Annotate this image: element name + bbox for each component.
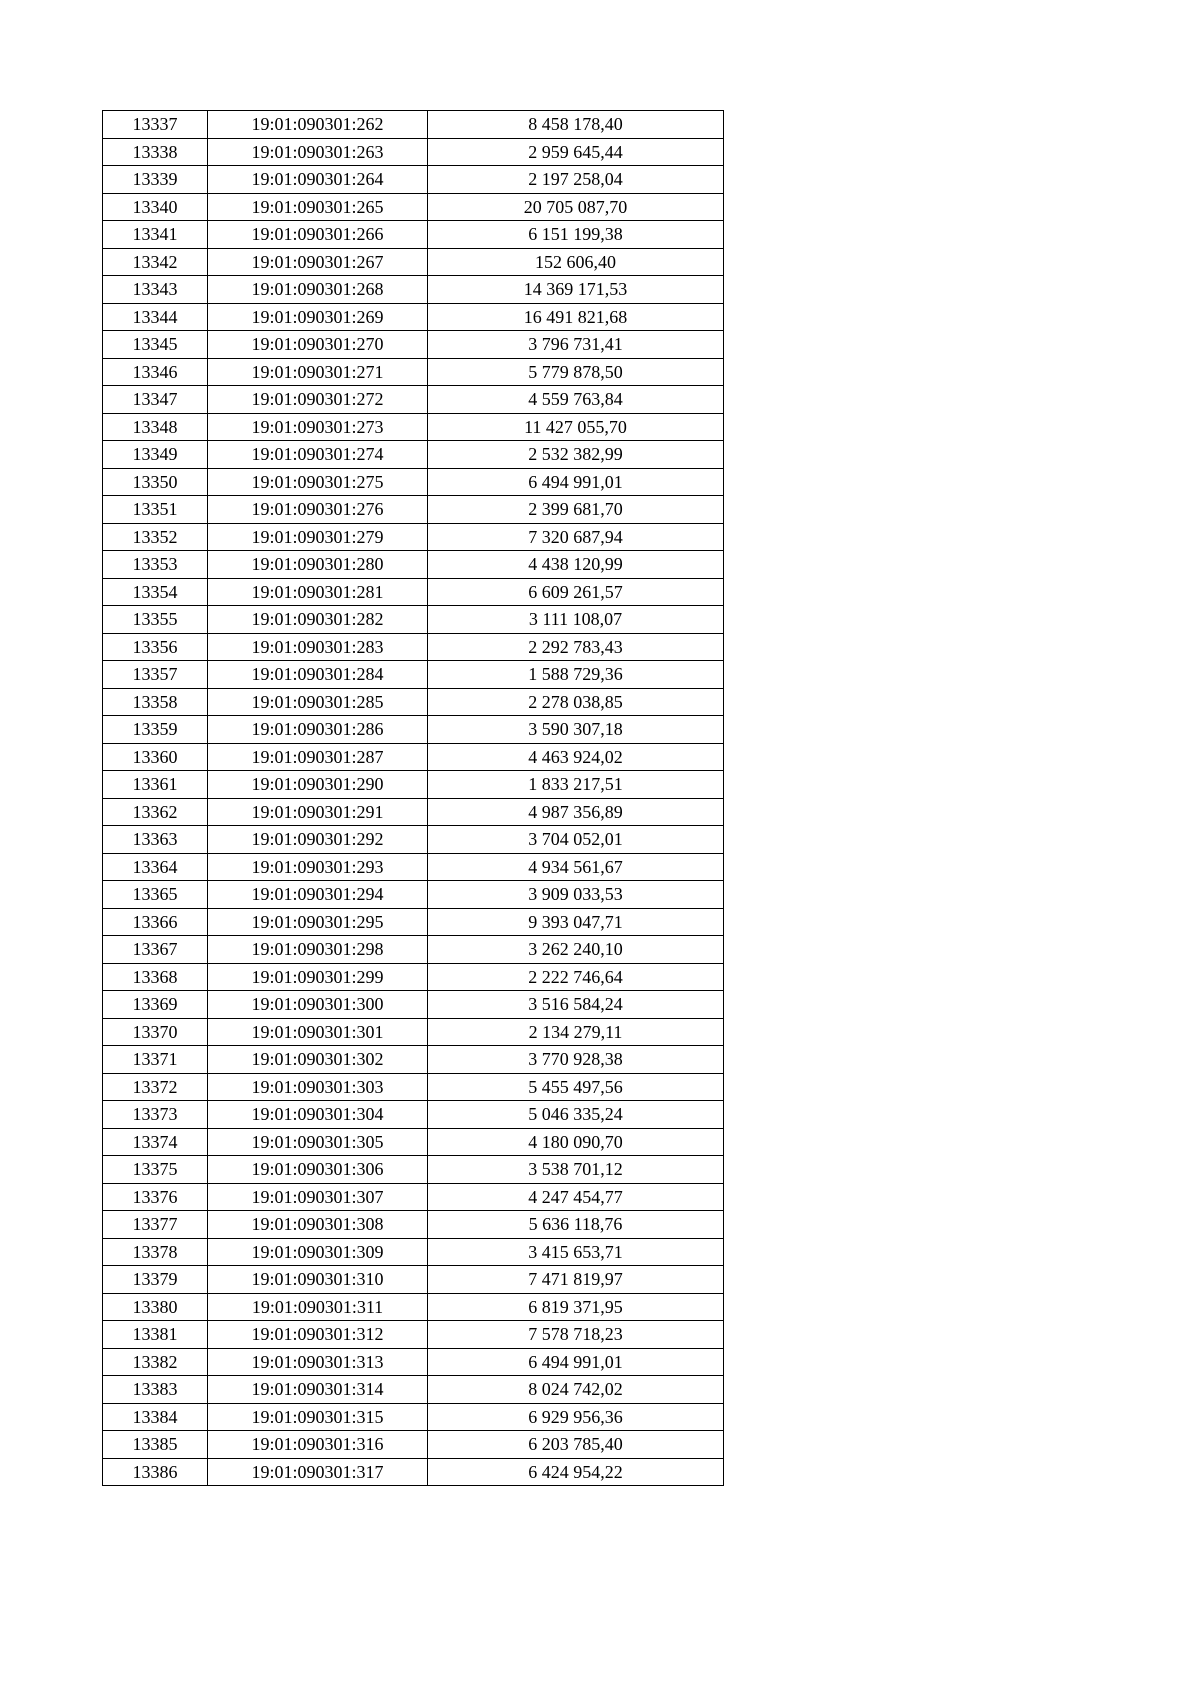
- cadastral-number-cell: 19:01:090301:314: [208, 1376, 428, 1404]
- cadastral-value-cell: 3 704 052,01: [428, 826, 724, 854]
- table-row: [103, 551, 724, 579]
- row-number-cell: 13379: [103, 1266, 208, 1294]
- cadastral-value-cell: 3 262 240,10: [428, 936, 724, 964]
- cadastral-value-cell: 3 590 307,18: [428, 716, 724, 744]
- row-number-cell: 13346: [103, 358, 208, 386]
- table-row: [103, 166, 724, 194]
- table-row: [103, 1431, 724, 1459]
- cadastral-value-cell: 3 111 108,07: [428, 606, 724, 634]
- row-number-cell: 13363: [103, 826, 208, 854]
- cadastral-value-cell: 4 987 356,89: [428, 798, 724, 826]
- cadastral-number-cell: 19:01:090301:300: [208, 991, 428, 1019]
- cadastral-number-cell: 19:01:090301:272: [208, 386, 428, 414]
- row-number-cell: 13373: [103, 1101, 208, 1129]
- cadastral-value-cell: 3 538 701,12: [428, 1156, 724, 1184]
- table-row: [103, 606, 724, 634]
- row-number-cell: 13338: [103, 138, 208, 166]
- cadastral-value-cell: 4 559 763,84: [428, 386, 724, 414]
- cadastral-number-cell: 19:01:090301:273: [208, 413, 428, 441]
- cadastral-number-cell: 19:01:090301:264: [208, 166, 428, 194]
- table-row: [103, 963, 724, 991]
- table-row: [103, 276, 724, 304]
- row-number-cell: 13380: [103, 1293, 208, 1321]
- row-number-cell: 13365: [103, 881, 208, 909]
- table-row: [103, 1211, 724, 1239]
- row-number-cell: 13355: [103, 606, 208, 634]
- cadastral-value-cell: 2 222 746,64: [428, 963, 724, 991]
- table-row: [103, 826, 724, 854]
- cadastral-value-cell: 3 909 033,53: [428, 881, 724, 909]
- cadastral-number-cell: 19:01:090301:286: [208, 716, 428, 744]
- cadastral-number-cell: 19:01:090301:279: [208, 523, 428, 551]
- cadastral-value-cell: 7 320 687,94: [428, 523, 724, 551]
- cadastral-number-cell: 19:01:090301:316: [208, 1431, 428, 1459]
- row-number-cell: 13357: [103, 661, 208, 689]
- cadastral-value-cell: 4 463 924,02: [428, 743, 724, 771]
- cadastral-value-cell: 7 578 718,23: [428, 1321, 724, 1349]
- table-row: [103, 1293, 724, 1321]
- table-row: [103, 1073, 724, 1101]
- cadastral-number-cell: 19:01:090301:267: [208, 248, 428, 276]
- table-row: [103, 331, 724, 359]
- cadastral-value-cell: 20 705 087,70: [428, 193, 724, 221]
- row-number-cell: 13384: [103, 1403, 208, 1431]
- cadastral-number-cell: 19:01:090301:304: [208, 1101, 428, 1129]
- cadastral-number-cell: 19:01:090301:265: [208, 193, 428, 221]
- row-number-cell: 13383: [103, 1376, 208, 1404]
- cadastral-number-cell: 19:01:090301:268: [208, 276, 428, 304]
- cadastral-number-cell: 19:01:090301:271: [208, 358, 428, 386]
- cadastral-number-cell: 19:01:090301:311: [208, 1293, 428, 1321]
- row-number-cell: 13364: [103, 853, 208, 881]
- cadastral-value-cell: 3 796 731,41: [428, 331, 724, 359]
- cadastral-number-cell: 19:01:090301:283: [208, 633, 428, 661]
- cadastral-number-cell: 19:01:090301:266: [208, 221, 428, 249]
- table-row: [103, 1018, 724, 1046]
- table-row: [103, 1156, 724, 1184]
- cadastral-number-cell: 19:01:090301:274: [208, 441, 428, 469]
- row-number-cell: 13349: [103, 441, 208, 469]
- cadastral-number-cell: 19:01:090301:290: [208, 771, 428, 799]
- cadastral-value-cell: 6 494 991,01: [428, 468, 724, 496]
- row-number-cell: 13366: [103, 908, 208, 936]
- row-number-cell: 13371: [103, 1046, 208, 1074]
- table-row: [103, 743, 724, 771]
- table-row: [103, 1101, 724, 1129]
- table-row: [103, 1376, 724, 1404]
- row-number-cell: 13351: [103, 496, 208, 524]
- table-row: [103, 716, 724, 744]
- table-row: [103, 661, 724, 689]
- table-row: [103, 1458, 724, 1486]
- cadastral-number-cell: 19:01:090301:313: [208, 1348, 428, 1376]
- row-number-cell: 13377: [103, 1211, 208, 1239]
- row-number-cell: 13370: [103, 1018, 208, 1046]
- cadastral-value-cell: 11 427 055,70: [428, 413, 724, 441]
- cadastral-number-cell: 19:01:090301:285: [208, 688, 428, 716]
- table-row: [103, 523, 724, 551]
- table-row: [103, 496, 724, 524]
- row-number-cell: 13347: [103, 386, 208, 414]
- cadastral-number-cell: 19:01:090301:298: [208, 936, 428, 964]
- table-row: [103, 1128, 724, 1156]
- cadastral-number-cell: 19:01:090301:280: [208, 551, 428, 579]
- cadastral-number-cell: 19:01:090301:284: [208, 661, 428, 689]
- row-number-cell: 13342: [103, 248, 208, 276]
- table-row: [103, 441, 724, 469]
- cadastral-value-cell: 6 609 261,57: [428, 578, 724, 606]
- cadastral-value-cell: 6 203 785,40: [428, 1431, 724, 1459]
- cadastral-value-cell: 2 197 258,04: [428, 166, 724, 194]
- cadastral-value-cell: 6 819 371,95: [428, 1293, 724, 1321]
- table-row: [103, 881, 724, 909]
- table-row: [103, 1183, 724, 1211]
- row-number-cell: 13367: [103, 936, 208, 964]
- cadastral-value-cell: 6 424 954,22: [428, 1458, 724, 1486]
- cadastral-value-cell: 7 471 819,97: [428, 1266, 724, 1294]
- cadastral-number-cell: 19:01:090301:307: [208, 1183, 428, 1211]
- table-row: [103, 633, 724, 661]
- cadastral-number-cell: 19:01:090301:302: [208, 1046, 428, 1074]
- cadastral-number-cell: 19:01:090301:317: [208, 1458, 428, 1486]
- table-row: [103, 1403, 724, 1431]
- table-row: [103, 248, 724, 276]
- cadastral-number-cell: 19:01:090301:303: [208, 1073, 428, 1101]
- cadastral-number-cell: 19:01:090301:291: [208, 798, 428, 826]
- cadastral-number-cell: 19:01:090301:299: [208, 963, 428, 991]
- cadastral-value-cell: 5 046 335,24: [428, 1101, 724, 1129]
- cadastral-number-cell: 19:01:090301:270: [208, 331, 428, 359]
- row-number-cell: 13360: [103, 743, 208, 771]
- cadastral-number-cell: 19:01:090301:308: [208, 1211, 428, 1239]
- cadastral-number-cell: 19:01:090301:315: [208, 1403, 428, 1431]
- row-number-cell: 13369: [103, 991, 208, 1019]
- row-number-cell: 13361: [103, 771, 208, 799]
- row-number-cell: 13348: [103, 413, 208, 441]
- row-number-cell: 13385: [103, 1431, 208, 1459]
- row-number-cell: 13368: [103, 963, 208, 991]
- cadastral-number-cell: 19:01:090301:282: [208, 606, 428, 634]
- cadastral-number-cell: 19:01:090301:287: [208, 743, 428, 771]
- row-number-cell: 13340: [103, 193, 208, 221]
- row-number-cell: 13386: [103, 1458, 208, 1486]
- row-number-cell: 13358: [103, 688, 208, 716]
- row-number-cell: 13352: [103, 523, 208, 551]
- cadastral-value-cell: 6 494 991,01: [428, 1348, 724, 1376]
- table-row: [103, 771, 724, 799]
- cadastral-number-cell: 19:01:090301:276: [208, 496, 428, 524]
- table-row: [103, 386, 724, 414]
- cadastral-value-cell: 5 636 118,76: [428, 1211, 724, 1239]
- row-number-cell: 13344: [103, 303, 208, 331]
- table-row: [103, 303, 724, 331]
- cadastral-value-cell: 2 959 645,44: [428, 138, 724, 166]
- cadastral-value-cell: 2 134 279,11: [428, 1018, 724, 1046]
- cadastral-value-cell: 3 415 653,71: [428, 1238, 724, 1266]
- row-number-cell: 13345: [103, 331, 208, 359]
- cadastral-number-cell: 19:01:090301:305: [208, 1128, 428, 1156]
- cadastral-number-cell: 19:01:090301:281: [208, 578, 428, 606]
- cadastral-value-cell: 3 516 584,24: [428, 991, 724, 1019]
- cadastral-number-cell: 19:01:090301:275: [208, 468, 428, 496]
- row-number-cell: 13375: [103, 1156, 208, 1184]
- row-number-cell: 13381: [103, 1321, 208, 1349]
- cadastral-value-cell: 4 247 454,77: [428, 1183, 724, 1211]
- cadastral-value-cell: 4 180 090,70: [428, 1128, 724, 1156]
- cadastral-value-cell: 1 588 729,36: [428, 661, 724, 689]
- row-number-cell: 13372: [103, 1073, 208, 1101]
- cadastral-number-cell: 19:01:090301:294: [208, 881, 428, 909]
- table-row: [103, 688, 724, 716]
- cadastral-number-cell: 19:01:090301:309: [208, 1238, 428, 1266]
- cadastral-number-cell: 19:01:090301:306: [208, 1156, 428, 1184]
- row-number-cell: 13356: [103, 633, 208, 661]
- row-number-cell: 13378: [103, 1238, 208, 1266]
- row-number-cell: 13343: [103, 276, 208, 304]
- cadastral-value-cell: 8 458 178,40: [428, 111, 724, 139]
- row-number-cell: 13353: [103, 551, 208, 579]
- row-number-cell: 13339: [103, 166, 208, 194]
- row-number-cell: 13354: [103, 578, 208, 606]
- cadastral-number-cell: 19:01:090301:262: [208, 111, 428, 139]
- table-row: [103, 468, 724, 496]
- cadastral-value-cell: 3 770 928,38: [428, 1046, 724, 1074]
- table-row: [103, 221, 724, 249]
- table-row: [103, 1046, 724, 1074]
- table-row: [103, 908, 724, 936]
- table-row: [103, 111, 724, 139]
- table-row: [103, 1238, 724, 1266]
- row-number-cell: 13350: [103, 468, 208, 496]
- cadastral-value-cell: 2 399 681,70: [428, 496, 724, 524]
- table-row: [103, 138, 724, 166]
- cadastral-value-cell: 2 292 783,43: [428, 633, 724, 661]
- row-number-cell: 13359: [103, 716, 208, 744]
- table-row: [103, 936, 724, 964]
- cadastral-value-cell: 14 369 171,53: [428, 276, 724, 304]
- table-row: [103, 991, 724, 1019]
- cadastral-value-cell: 4 438 120,99: [428, 551, 724, 579]
- cadastral-value-cell: 16 491 821,68: [428, 303, 724, 331]
- cadastral-value-cell: 8 024 742,02: [428, 1376, 724, 1404]
- cadastral-value-cell: 1 833 217,51: [428, 771, 724, 799]
- table-row: [103, 1348, 724, 1376]
- row-number-cell: 13374: [103, 1128, 208, 1156]
- cadastral-number-cell: 19:01:090301:292: [208, 826, 428, 854]
- table-body: [103, 111, 724, 1486]
- cadastral-number-cell: 19:01:090301:310: [208, 1266, 428, 1294]
- cadastral-value-cell: 2 278 038,85: [428, 688, 724, 716]
- cadastral-number-cell: 19:01:090301:301: [208, 1018, 428, 1046]
- cadastral-value-cell: 5 455 497,56: [428, 1073, 724, 1101]
- cadastral-value-cell: 5 779 878,50: [428, 358, 724, 386]
- cadastral-value-cell: 4 934 561,67: [428, 853, 724, 881]
- table-row: [103, 1266, 724, 1294]
- row-number-cell: 13341: [103, 221, 208, 249]
- cadastral-number-cell: 19:01:090301:312: [208, 1321, 428, 1349]
- cadastral-value-table: [102, 110, 724, 1486]
- table-row: [103, 413, 724, 441]
- row-number-cell: 13376: [103, 1183, 208, 1211]
- table-row: [103, 358, 724, 386]
- table-row: [103, 578, 724, 606]
- cadastral-value-cell: 152 606,40: [428, 248, 724, 276]
- table-row: [103, 853, 724, 881]
- cadastral-number-cell: 19:01:090301:269: [208, 303, 428, 331]
- cadastral-value-cell: 2 532 382,99: [428, 441, 724, 469]
- cadastral-value-cell: 6 151 199,38: [428, 221, 724, 249]
- cadastral-number-cell: 19:01:090301:293: [208, 853, 428, 881]
- row-number-cell: 13337: [103, 111, 208, 139]
- row-number-cell: 13382: [103, 1348, 208, 1376]
- row-number-cell: 13362: [103, 798, 208, 826]
- cadastral-number-cell: 19:01:090301:263: [208, 138, 428, 166]
- table-row: [103, 193, 724, 221]
- cadastral-value-cell: 6 929 956,36: [428, 1403, 724, 1431]
- cadastral-number-cell: 19:01:090301:295: [208, 908, 428, 936]
- cadastral-value-cell: 9 393 047,71: [428, 908, 724, 936]
- table-row: [103, 798, 724, 826]
- table-row: [103, 1321, 724, 1349]
